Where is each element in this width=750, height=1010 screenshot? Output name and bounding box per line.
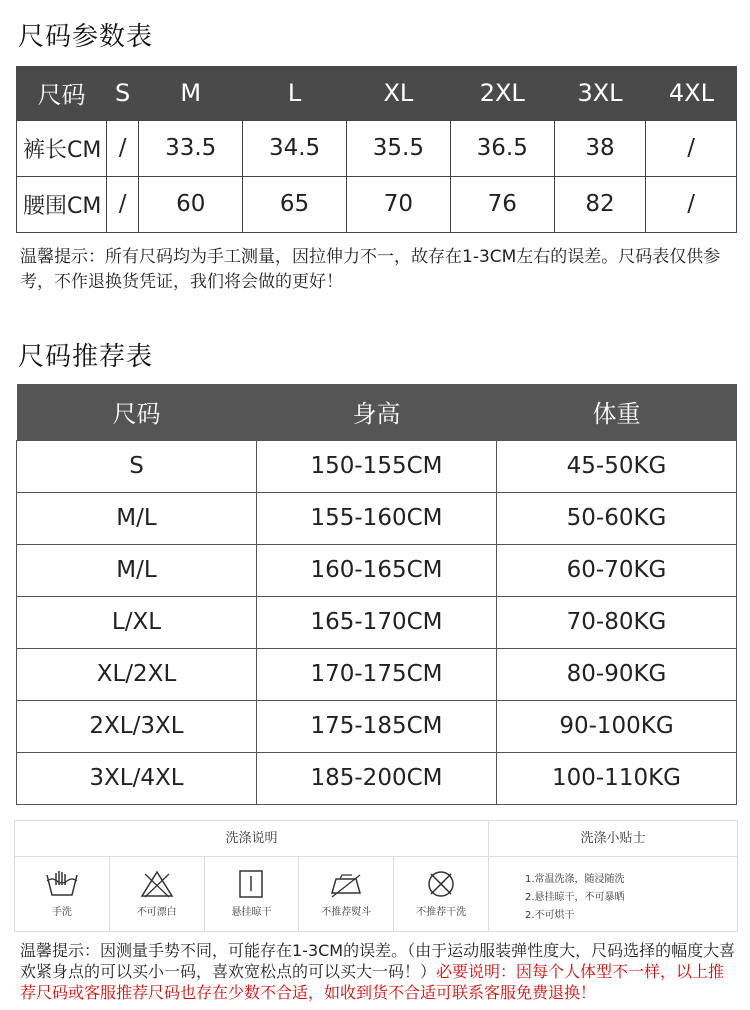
table-row <box>17 120 737 176</box>
height-cell: 160-165CM <box>257 544 497 596</box>
measurement-note: 温馨提示：所有尺码均为手工测量，因拉伸力不一，故存在1-3CM左右的误差。尺码表仅供参考，不作退换货凭证，我们将会做的更好！ <box>20 247 721 292</box>
wash-label: 悬挂晾干 <box>231 907 272 918</box>
no-dry-clean-icon <box>423 869 459 899</box>
table-row <box>17 176 737 232</box>
size-cell: XL/2XL <box>17 648 257 700</box>
wash-instructions <box>14 820 738 932</box>
header-cell: XL <box>346 66 450 120</box>
wash-item <box>110 857 205 931</box>
height-cell: 170-175CM <box>257 648 497 700</box>
header-cell: 尺码 <box>17 384 257 440</box>
table-cell: 65 <box>243 176 347 232</box>
wash-item <box>15 857 110 931</box>
bottom-note-text: 温馨提示：因测量手势不同，可能存在1-3CM的误差。（由于运动服装弹性度大，尺码选择的幅度大喜欢紧身点的可以买小一码，喜欢宽松点的可以买大一码！） <box>20 941 736 981</box>
size-recommend-table <box>16 384 737 805</box>
wash-tips-header: 洗涤小贴士 <box>489 821 737 857</box>
header-cell: 4XL <box>646 66 737 120</box>
table-cell: 36.5 <box>450 120 554 176</box>
table-cell: 38 <box>554 120 646 176</box>
table-row <box>17 440 737 492</box>
table-row <box>17 700 737 752</box>
size-table-header <box>17 66 737 120</box>
important-notice: 必要说明：因每个人体型不一样，以上推荐尺码或客服推荐尺码也存在少数不合适，如收到货不合适可联系客服免费退换！ <box>20 962 725 1002</box>
table-cell: 34.5 <box>243 120 347 176</box>
table-row <box>17 648 737 700</box>
no-bleach-icon <box>139 869 175 899</box>
table-cell: 82 <box>554 176 646 232</box>
wash-tips <box>489 857 737 931</box>
table-row <box>17 492 737 544</box>
table-cell: / <box>107 176 139 232</box>
weight-cell: 45-50KG <box>497 440 737 492</box>
wash-label: 不推荐熨斗 <box>321 907 372 918</box>
weight-cell: 70-80KG <box>497 596 737 648</box>
header-cell: 2XL <box>450 66 554 120</box>
wash-item <box>205 857 300 931</box>
size-table-title: 尺码参数表 <box>18 22 154 52</box>
table-row <box>17 752 737 804</box>
weight-cell: 50-60KG <box>497 492 737 544</box>
header-cell: 体重 <box>497 384 737 440</box>
header-cell: L <box>243 66 347 120</box>
hand-wash-icon <box>44 869 80 899</box>
weight-cell: 80-90KG <box>497 648 737 700</box>
recommend-table-header <box>17 384 737 440</box>
wash-item <box>394 857 489 931</box>
wash-tip: 2.不可烘干 <box>525 910 575 921</box>
table-cell: 76 <box>450 176 554 232</box>
recommend-table-title: 尺码推荐表 <box>18 342 154 372</box>
table-row <box>17 596 737 648</box>
size-cell: M/L <box>17 492 257 544</box>
height-cell: 150-155CM <box>257 440 497 492</box>
wash-tip: 1.常温洗涤，随浸随洗 <box>525 874 625 885</box>
size-cell: S <box>17 440 257 492</box>
wash-tip: 2.悬挂晾干，不可暴晒 <box>525 892 625 903</box>
table-row <box>17 544 737 596</box>
weight-cell: 60-70KG <box>497 544 737 596</box>
row-label: 腰围CM <box>17 176 107 232</box>
wash-item <box>299 857 394 931</box>
bottom-note <box>20 940 740 1003</box>
wash-label: 不推荐干洗 <box>416 907 467 918</box>
table-cell: / <box>107 120 139 176</box>
hang-dry-icon <box>233 869 269 899</box>
table-cell: / <box>646 120 737 176</box>
weight-cell: 90-100KG <box>497 700 737 752</box>
size-cell: M/L <box>17 544 257 596</box>
no-iron-icon <box>328 869 364 899</box>
size-cell: L/XL <box>17 596 257 648</box>
wash-header: 洗涤说明 <box>15 821 489 857</box>
header-cell: S <box>107 66 139 120</box>
size-cell: 2XL/3XL <box>17 700 257 752</box>
row-label: 裤长CM <box>17 120 107 176</box>
height-cell: 155-160CM <box>257 492 497 544</box>
table-cell: 70 <box>346 176 450 232</box>
table-cell: 60 <box>139 176 243 232</box>
header-cell: 3XL <box>554 66 646 120</box>
size-parameter-table <box>16 66 737 233</box>
wash-label: 手洗 <box>51 907 72 918</box>
header-cell: 身高 <box>257 384 497 440</box>
size-cell: 3XL/4XL <box>17 752 257 804</box>
weight-cell: 100-110KG <box>497 752 737 804</box>
height-cell: 165-170CM <box>257 596 497 648</box>
table-cell: / <box>646 176 737 232</box>
table-cell: 33.5 <box>139 120 243 176</box>
height-cell: 185-200CM <box>257 752 497 804</box>
table-cell: 35.5 <box>346 120 450 176</box>
header-cell: M <box>139 66 243 120</box>
header-cell: 尺码 <box>17 66 107 120</box>
wash-label: 不可漂白 <box>136 907 177 918</box>
height-cell: 175-185CM <box>257 700 497 752</box>
